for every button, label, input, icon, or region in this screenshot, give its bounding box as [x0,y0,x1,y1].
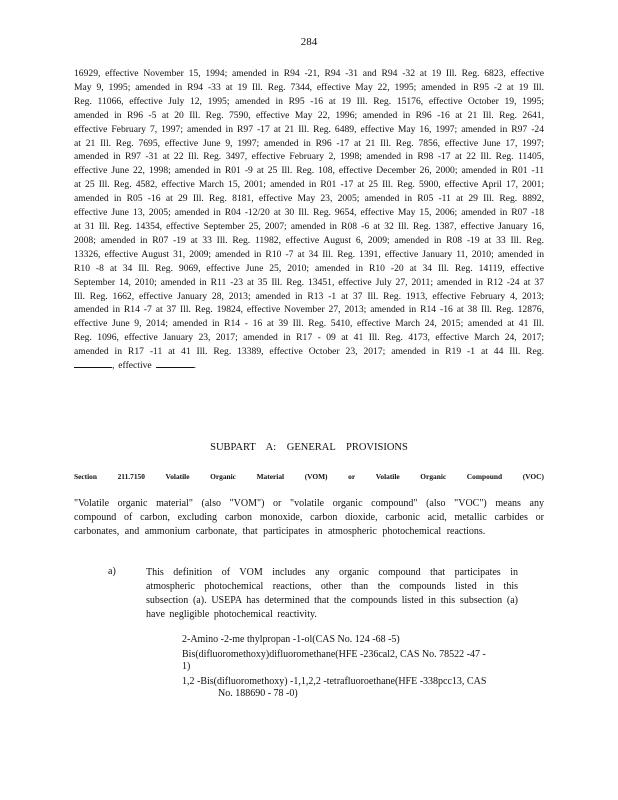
compound-line: Bis(difluoromethoxy)difluoromethane(HFE -236cal2, CAS No. 78522 -47 - [182,648,486,660]
subpart-heading: SUBPART A: GENERAL PROVISIONS [210,442,408,453]
section-word: Compound [466,472,503,481]
history-tail-effective: effective [118,360,152,372]
subsection-a-text: This definition of VOM includes any organic compound that participates in atmospheric photochemical reactions, other than the compounds listed in this subsection (a). USEPA has determined that the compounds listed in this subsection (a) have negligible photochemical reactivity. [146,567,518,620]
compound-line: 2-Amino -2-me thylpropan -1-ol(CAS No. 124 -68 -5) [182,634,400,645]
section-word: Organic [210,472,236,481]
history-end-period: . [193,360,196,372]
section-number: 211.7150 [117,472,145,481]
history-note: 16929, effective November 15, 1994; amended in R94 -21, R94 -31 and R94 -32 at 19 Ill. Reg. 6823, effective May 9, 1995; amended in R94 -33 at 19 Ill. Reg. 7344, effective May 22, 1995; amended in R95 -2 at 19 Ill. Reg. 11066, effective July 12, 1995; amended in R95 -16 at 19 Ill. Reg. 15176, effective October 19, 1995; amended in R96 -5 at 20 Ill. Reg. 7590, effective May 22, 1996; amended in R96 -16 at 21 Ill. Reg. 2641, effective February 7, 1997; amended in R97 -17 at 21 Ill. Reg. 6489, effective May 16, 1997; amended in R97 -24 at 21 Ill. Reg. 7695, effective June 9, 1997; amended in R96 -17 at 21 Ill. Reg. 7856, effective June 17, 1997; amended in R97 -31 at 22 Ill. Reg. 3497, effective February 2, 1998; amended in R98 -17 at 22 Ill. Reg. 11405, effective June 22, 1998; amended in R01 -9 at 25 Ill. Reg. 108, effective December 26, 2000; amended in R01 -11 at 25 Ill. Reg. 4582, effective March 15, 2001; amended in R01 -17 at 25 Ill. Reg. 5900, effective April 17, 2001; amended in R05 -16 at 29 Ill. Reg. 8181, effective May 23, 2005; amended in R05 -11 at 29 Ill. Reg. 8892, effective June 13, 2005; amended in R04 -12/20 at 30 Ill. Reg. 9654, effective May 15, 2006; amended in R07 -18 at 31 Ill. Reg. 14354, effective September 25, 2007; amended in R08 -6 at 32 Ill. Reg. 1387, effective January 16, 2008; amended in R07 -19 at 33 Ill. Reg. 11982, effective August 6, 2009; amended in R08 -19 at 33 Ill. Reg. 13326, effective August 31, 2009; amended in R10 -7 at 34 Ill. Reg. 1391, effective January 11, 2010; amended in R10 -8 at 34 Ill. Reg. 9069, effective June 25, 2010; amended in R10 -20 at 34 Ill. Reg. 14119, effective September 14, 2010; amended in R11 -23 at 35 Ill. Reg. 13451, effective July 27, 2011; amended in R12 -24 at 37 Ill. Reg. 1662, effective January 28, 2013; amended in R13 -1 at 37 Ill. Reg. 1913, effective February 4, 2013; amended in R14 -7 at 37 Ill. Reg. 19824, effective November 27, 2013; amended in R14 -16 at 38 Ill. Reg. 12876, effective June 9, 2014; amended in R14 - 16 at 39 Ill. Reg. 5410, effective March 24, 2015; amended at 41 Ill. Reg. 1096, effective January 23, 2017; amended in R17 - 09 at 41 Ill. Reg. 4173, effective March 24, 2017; amended in R17 -11 at 41 Ill. Reg. 13389, effective October 23, 2017; amended in R19 -1 at 44 Ill. Reg. , effective . [74,68,544,372]
compound-line: 1,2 -Bis(difluoromethoxy) -1,1,2,2 -tetrafluoroethane(HFE -338pcc13, CAS [182,675,487,687]
section-word: Volatile [375,472,400,481]
compound-line-continued: No. 188690 - 78 -0) [218,688,298,700]
history-text: 16929, effective November 15, 1994; amended in R94 -21, R94 -31 and R94 -32 at 19 Ill. Reg. 6823, effective May 9, 1995; amended in R94 -33 at 19 Ill. Reg. 7344, effective May 22, 1995; amended in R95 -2 at 19 Ill. Reg. 11066, effective July 12, 1995; amended in R95 -16 at 19 Ill. Reg. 15176, effective October 19, 1995; amended in R96 -5 at 20 Ill. Reg. 7590, effective May 22, 1996; amended in R96 -16 at 21 Ill. Reg. 2641, effective February 7, 1997; amended in R97 -17 at 21 Ill. Reg. 6489, effective May 16, 1997; amended in R97 -24 at 21 Ill. Reg. 7695, effective June 9, 1997; amended in R96 -17 at 21 Ill. Reg. 7856, effective June 17, 1997; amended in R97 -31 at 22 Ill. Reg. 3497, effective February 2, 1998; amended in R98 -17 at 22 Ill. Reg. 11405, effective June 22, 1998; amended in R01 -9 at 25 Ill. Reg. 108, effective December 26, 2000; amended in R01 -11 at 25 Ill. Reg. 4582, effective March 15, 2001; amended in R01 -17 at 25 Ill. Reg. 5900, effective April 17, 2001; amended in R05 -16 at 29 Ill. Reg. 8181, effective May 23, 2005; amended in R05 -11 at 29 Ill. Reg. 8892, effective June 13, 2005; amended in R04 -12/20 at 30 Ill. Reg. 9654, effective May 15, 2006; amended in R07 -18 at 31 Ill. Reg. 14354, effective September 25, 2007; amended in R08 -6 at 32 Ill. Reg. 1387, effective January 16, 2008; amended in R07 -19 at 33 Ill. Reg. 11982, effective August 6, 2009; amended in R08 -19 at 33 Ill. Reg. 13326, effective August 31, 2009; amended in R10 -7 at 34 Ill. Reg. 1391, effective January 11, 2010; amended in R10 -8 at 34 Ill. Reg. 9069, effective June 25, 2010; amended in R10 -20 at 34 Ill. Reg. 14119, effective September 14, 2010; amended in R11 -23 at 35 Ill. Reg. 13451, effective July 27, 2011; amended in R12 -24 at 37 Ill. Reg. 1662, effective January 28, 2013; amended in R13 -1 at 37 Ill. Reg. 1913, effective February 4, 2013; amended in R14 -7 at 37 Ill. Reg. 19824, effective November 27, 2013; amended in R14 -16 at 38 Ill. Reg. 12876, effective June 9, 2014; amended in R14 - 16 at 39 Ill. Reg. 5410, effective March 24, 2015; amended at 41 Ill. Reg. 1096, effective January 23, 2017; amended in R17 - 09 at 41 Ill. Reg. 4173, effective March 24, 2017; amended in R17 -11 at 41 Ill. Reg. 13389, effective October 23, 2017; amended in R19 -1 at 44 Ill. Reg. [74,68,544,358]
definition-paragraph: "Volatile organic material" (also "VOM") or "volatile organic compound" (also "VOC") means any compound of carbon, excluding carbon monoxide, carbon dioxide, carbonic acid, metallic carbides or carbonates, and ammonium carbonate, that participates in atmospheric photochemical reactions. [74,498,544,537]
list-item [182,649,538,674]
subsection-marker: a) [108,566,116,577]
section-word: Section [74,472,97,481]
list-item [182,634,538,647]
blank-underline [156,359,194,368]
section-word: Material [256,472,285,481]
blank-underline [74,359,112,368]
section-word: (VOC) [522,472,544,481]
list-item [182,676,538,701]
section-word: (VOM) [304,472,328,481]
section-word: or [348,472,356,481]
compound-list [182,634,538,703]
section-word: Volatile [165,472,190,481]
compound-line-continued: 1) [182,661,191,673]
section-heading [74,472,544,481]
section-word: Organic [420,472,447,481]
page-number: 284 [300,36,318,48]
